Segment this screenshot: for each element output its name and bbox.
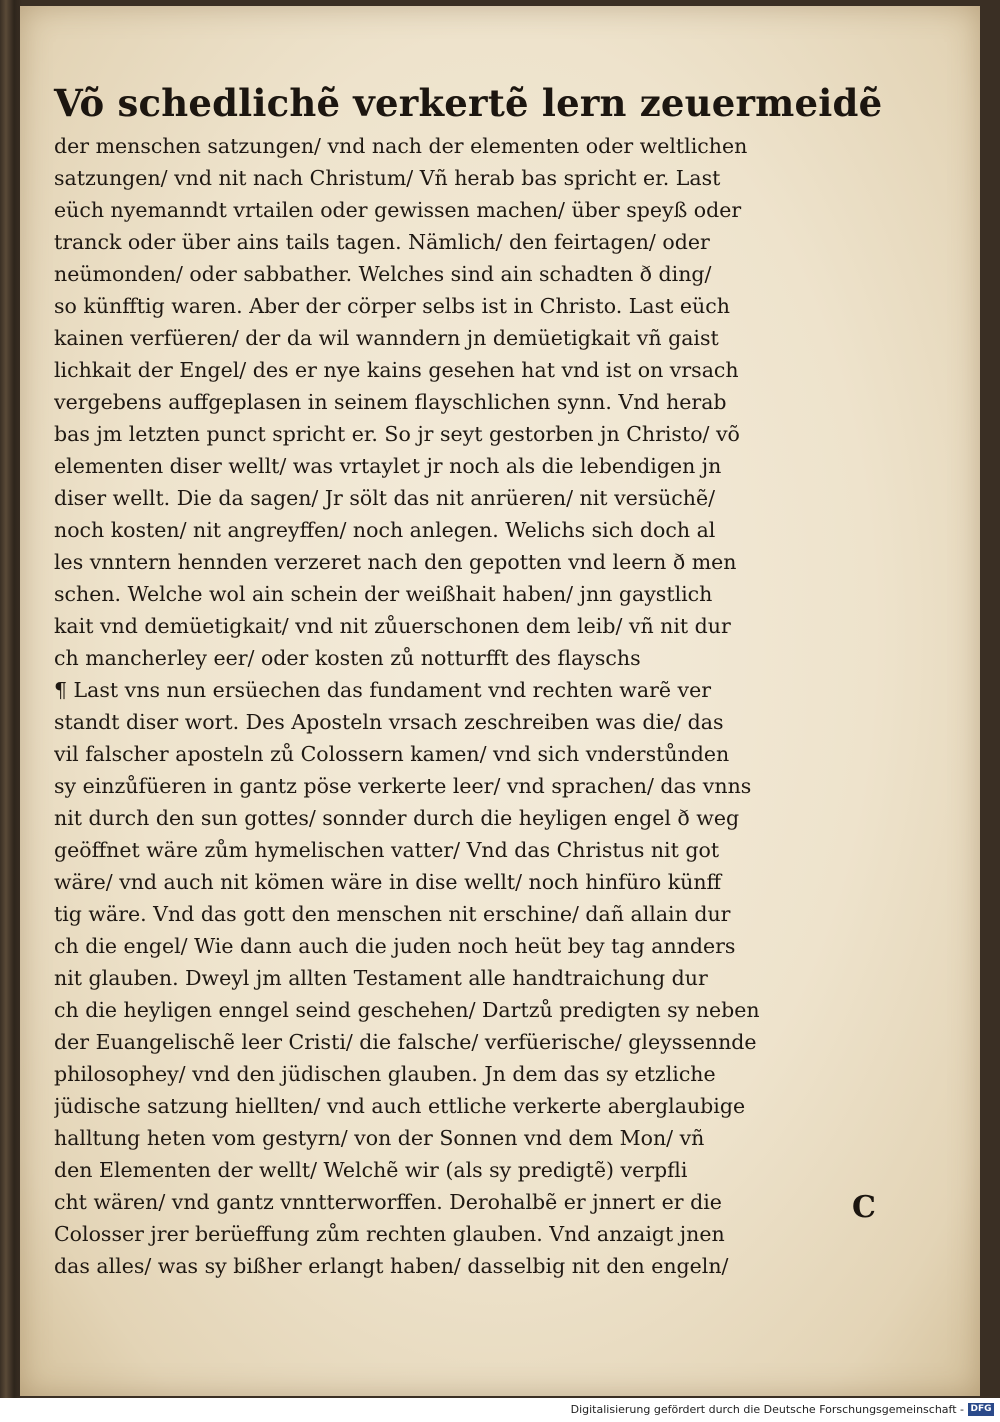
text-line: elementen diser wellt/ was vrtaylet jr noch als die lebendigen jn: [54, 454, 722, 478]
text-line: nit durch den sun gottes/ sonnder durch die heyligen engel ð weg: [54, 806, 740, 830]
text-line: der Euangelischẽ leer Cristi/ die falsche/ verfüerische/ gleyssennde: [54, 1030, 757, 1054]
text-line: kainen verfüeren/ der da wil wanndern jn demüetigkait vñ gaist: [54, 326, 719, 350]
text-line: sy einzůfüeren in gantz pöse verkerte leer/ vnd sprachen/ das vnns: [54, 774, 752, 798]
text-block: [54, 78, 883, 1282]
footer-bar: [0, 1398, 1000, 1422]
text-line: les vnntern hennden verzeret nach den gepotten vnd leern ð men: [54, 550, 737, 574]
text-line: tranck oder über ains tails tagen. Nämlich/ den feirtagen/ oder: [54, 230, 710, 254]
text-line: kait vnd demüetigkait/ vnd nit zůuerschonen dem leib/ vñ nit dur: [54, 614, 731, 638]
text-line: geöffnet wäre zům hymelischen vatter/ Vnd das Christus nit got: [54, 838, 720, 862]
text-line: vil falscher aposteln zů Colossern kamen/ vnd sich vnderstůnden: [54, 742, 730, 766]
text-line: ch die engel/ Wie dann auch die juden noch heüt bey tag annders: [54, 934, 736, 958]
body-text: [54, 130, 814, 1282]
text-line: standt diser wort. Des Aposteln vrsach zeschreiben was die/ das: [54, 710, 724, 734]
text-line: philosophey/ vnd den jüdischen glauben. Jn dem das sy etzliche: [54, 1062, 716, 1086]
text-line: den Elementen der wellt/ Welchẽ wir (als sy predigtẽ) verpfli: [54, 1158, 688, 1182]
text-line: bas jm letzten punct spricht er. So jr seyt gestorben jn Christo/ võ: [54, 422, 740, 446]
signature-mark: C: [852, 1190, 876, 1225]
dfg-logo-icon: DFG: [968, 1403, 994, 1416]
text-line: neümonden/ oder sabbather. Welches sind ain schadten ð ding/: [54, 262, 712, 286]
text-line: das alles/ was sy bißher erlangt haben/ dasselbig nit den engeln/: [54, 1254, 729, 1278]
text-line: tig wäre. Vnd das gott den menschen nit erschine/ dañ allain dur: [54, 902, 731, 926]
text-line: eüch nyemanndt vrtailen oder gewissen machen/ über speyß oder: [54, 198, 742, 222]
text-line: lichkait der Engel/ des er nye kains gesehen hat vnd ist on vrsach: [54, 358, 739, 382]
funding-notice: Digitalisierung gefördert durch die Deutsche Forschungsgemeinschaft -: [570, 1403, 964, 1416]
text-line: noch kosten/ nit angreyffen/ noch anlegen. Welichs sich doch al: [54, 518, 716, 542]
text-line: der menschen satzungen/ vnd nach der elementen oder weltlichen: [54, 134, 748, 158]
text-line: ch mancherley eer/ oder kosten zů notturfft des flayschs: [54, 646, 641, 670]
text-line: jüdische satzung hiellten/ vnd auch ettliche verkerte aberglaubige: [54, 1094, 746, 1118]
text-line: nit glauben. Dweyl jm allten Testament alle handtraichung dur: [54, 966, 708, 990]
text-line: wäre/ vnd auch nit kömen wäre in dise wellt/ noch hinfüro künff: [54, 870, 722, 894]
text-line: ch die heyligen enngel seind geschehen/ Dartzů predigten sy neben: [54, 998, 760, 1022]
text-line: vergebens auffgeplasen in seinem flayschlichen synn. Vnd herab: [54, 390, 727, 414]
page-heading: Võ schedlichẽ verkertẽ lern zeuermeidẽ: [54, 81, 883, 125]
book-page: [20, 6, 980, 1396]
text-line: satzungen/ vnd nit nach Christum/ Vñ herab bas spricht er. Last: [54, 166, 721, 190]
text-line: schen. Welche wol ain schein der weißhait haben/ jnn gaystlich: [54, 582, 713, 606]
text-line: so künfftig waren. Aber der cörper selbs ist in Christo. Last eüch: [54, 294, 730, 318]
text-line: diser wellt. Die da sagen/ Jr sölt das nit anrüeren/ nit versüchẽ/: [54, 486, 716, 510]
text-line: ¶ Last vns nun ersüechen das fundament vnd rechten warẽ ver: [54, 678, 712, 702]
text-line: halltung heten vom gestyrn/ von der Sonnen vnd dem Mon/ vñ: [54, 1126, 705, 1150]
text-line: Colosser jrer berüeffung zům rechten glauben. Vnd anzaigt jnen: [54, 1222, 725, 1246]
text-line: cht wären/ vnd gantz vnntterworffen. Derohalbẽ er jnnert er die: [54, 1190, 722, 1214]
